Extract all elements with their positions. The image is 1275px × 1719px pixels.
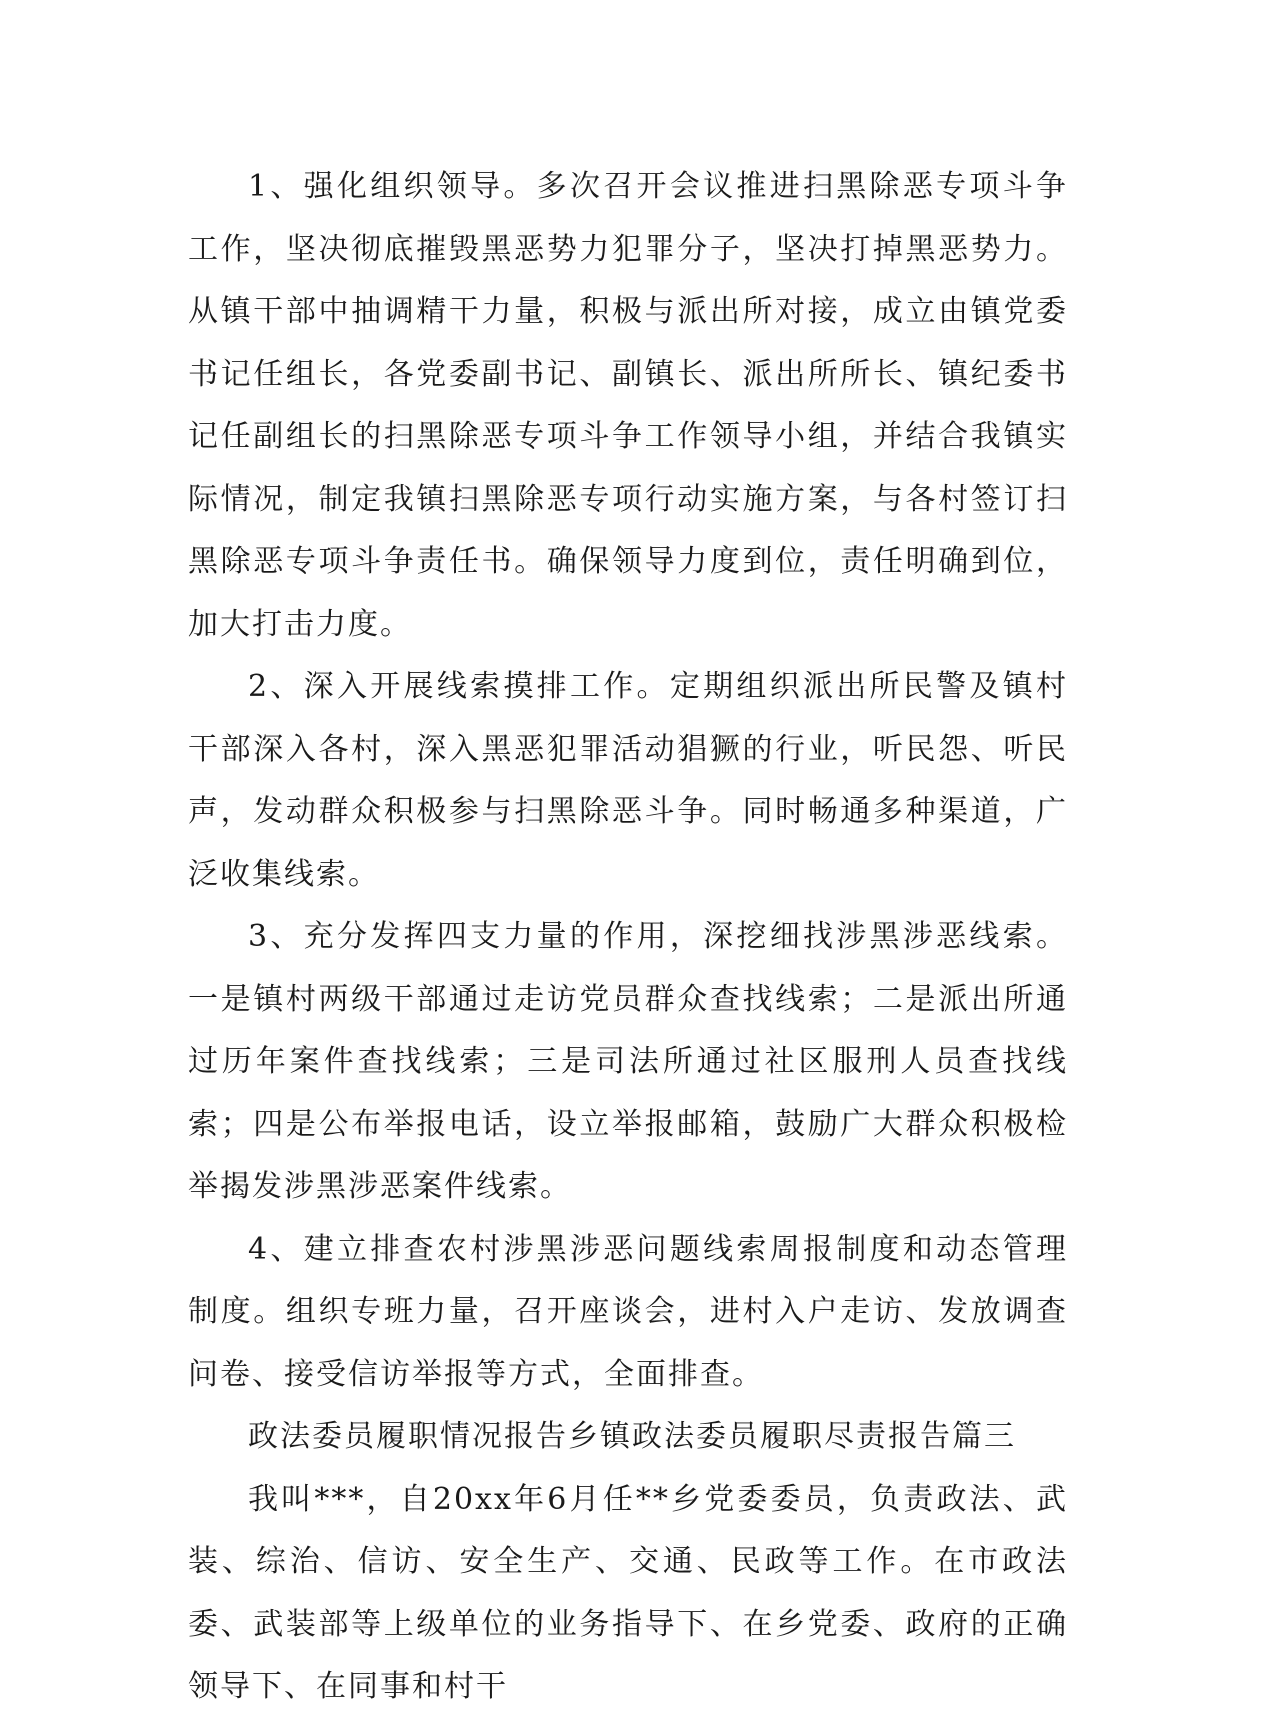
- section-heading: 政法委员履职情况报告乡镇政法委员履职尽责报告篇三: [248, 1419, 1016, 1454]
- paragraph-1: 1、强化组织领导。多次召开会议推进扫黑除恶专项斗争工作，坚决彻底摧毁黑恶势力犯罪分子，坚决打掉黑恶势力。从镇干部中抽调精干力量，积极与派出所对接，成立由镇党委书记任组长，各党委副书记、副镇长、派出所所长、镇纪委书记任副组长的扫黑除恶专项斗争工作领导小组，并结合我镇实际情况，制定我镇扫黑除恶专项行动实施方案，与各村签订扫黑除恶专项斗争责任书。确保领导力度到位，责任明确到位，加大打击力度。: [188, 169, 1068, 642]
- paragraph-3: 3、充分发挥四支力量的作用，深挖细找涉黑涉恶线索。一是镇村两级干部通过走访党员群众查找线索；二是派出所通过历年案件查找线索；三是司法所通过社区服刑人员查找线索；四是公布举报电话，设立举报邮箱，鼓励广大群众积极检举揭发涉黑涉恶案件线索。: [188, 919, 1068, 1204]
- paragraph-2: 2、深入开展线索摸排工作。定期组织派出所民警及镇村干部深入各村，深入黑恶犯罪活动猖獗的行业，听民怨、听民声，发动群众积极参与扫黑除恶斗争。同时畅通多种渠道，广泛收集线索。: [188, 669, 1068, 892]
- paragraph-5: 我叫***，自20xx年6月任**乡党委委员，负责政法、武装、综治、信访、安全生产、交通、民政等工作。在市政法委、武装部等上级单位的业务指导下、在乡党委、政府的正确领导下、在同事和村干: [188, 1481, 1068, 1704]
- paragraph-4: 4、建立排查农村涉黑涉恶问题线索周报制度和动态管理制度。组织专班力量，召开座谈会，进村入户走访、发放调查问卷、接受信访举报等方式，全面排查。: [188, 1231, 1068, 1392]
- document-body: [188, 156, 1068, 1719]
